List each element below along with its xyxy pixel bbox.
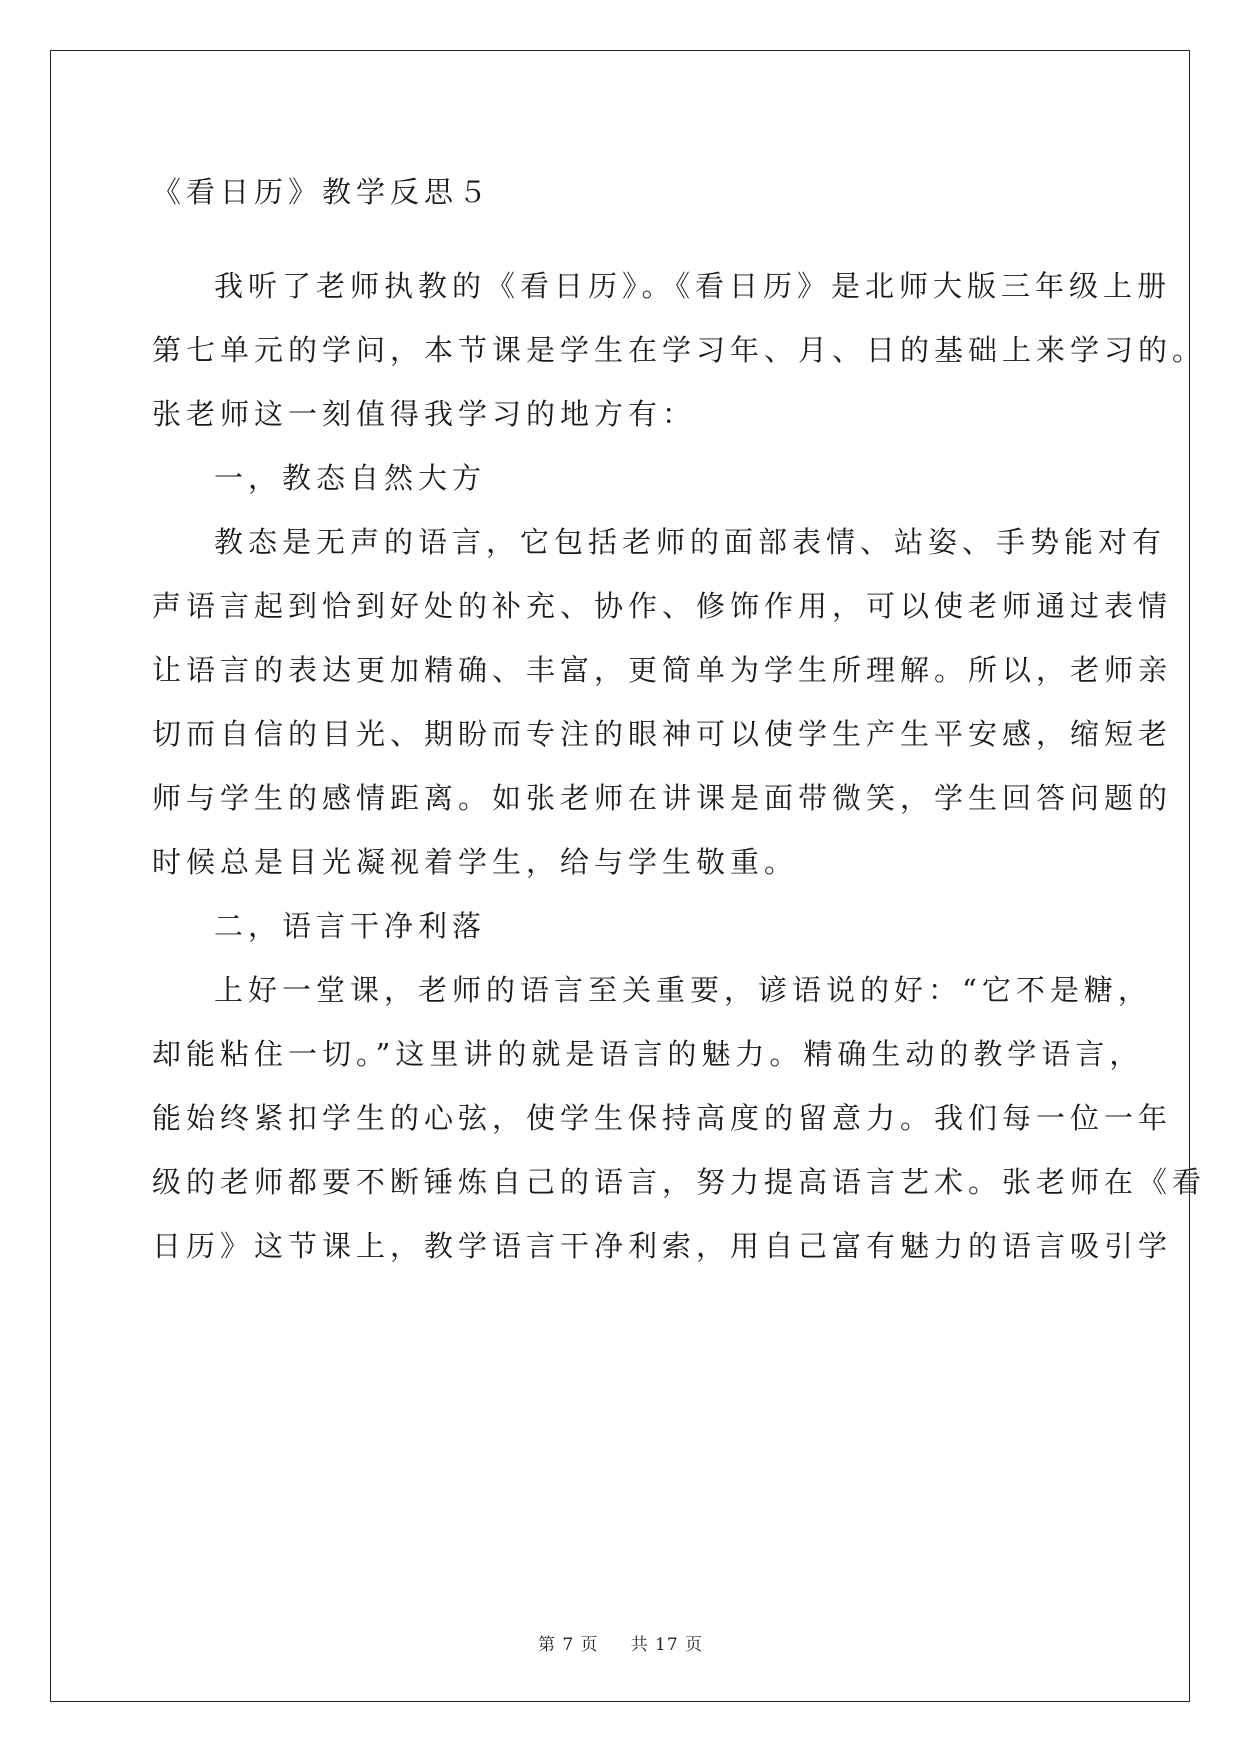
text-line: 却能粘住一切。”这里讲的就是语言的魅力。精确生动的教学语言，: [152, 1037, 1144, 1071]
text-line: 日历》这节课上，教学语言干净利索，用自己富有魅力的语言吸引学: [152, 1229, 1173, 1263]
text-line: 教态是无声的语言，它包括老师的面部表情、站姿、手势能对有: [214, 525, 1167, 559]
text-line: 我听了老师执教的《看日历》。《看日历》是北师大版三年级上册: [214, 269, 1172, 303]
document-body: [152, 160, 1207, 1278]
text-line: 让语言的表达更加精确、丰富，更简单为学生所理解。所以，老师亲: [152, 653, 1173, 687]
page-footer: [0, 1630, 1241, 1655]
page-number: 第 7 页: [537, 1635, 599, 1655]
paragraph-lines: [152, 254, 1207, 1278]
text-line: 能始终紧扣学生的心弦，使学生保持高度的留意力。我们每一位一年: [152, 1101, 1173, 1135]
document-title: 《看日历》教学反思５: [152, 175, 493, 209]
text-line: 张老师这一刻值得我学习的地方有：: [152, 397, 697, 431]
text-line: 二，语言干净利落: [214, 909, 487, 943]
text-line: 师与学生的感情距离。如张老师在讲课是面带微笑，学生回答问题的: [152, 781, 1173, 815]
page-total: 共 17 页: [630, 1635, 704, 1655]
text-line: 第七单元的学问，本节课是学生在学习年、月、日的基础上来学习的。: [152, 333, 1207, 367]
text-line: 一，教态自然大方: [214, 461, 487, 495]
text-line: 上好一堂课，老师的语言至关重要，谚语说的好：“它不是糖，: [214, 973, 1152, 1007]
text-line: 级的老师都要不断锤炼自己的语言，努力提高语言艺术。张老师在《看: [152, 1165, 1207, 1199]
footer-spacer: [605, 1635, 624, 1655]
text-line: 声语言起到恰到好处的补充、协作、修饰作用，可以使老师通过表情: [152, 589, 1173, 623]
text-line: 切而自信的目光、期盼而专注的眼神可以使学生产生平安感，缩短老: [152, 717, 1173, 751]
text-line: 时候总是目光凝视着学生，给与学生敬重。: [152, 845, 799, 879]
